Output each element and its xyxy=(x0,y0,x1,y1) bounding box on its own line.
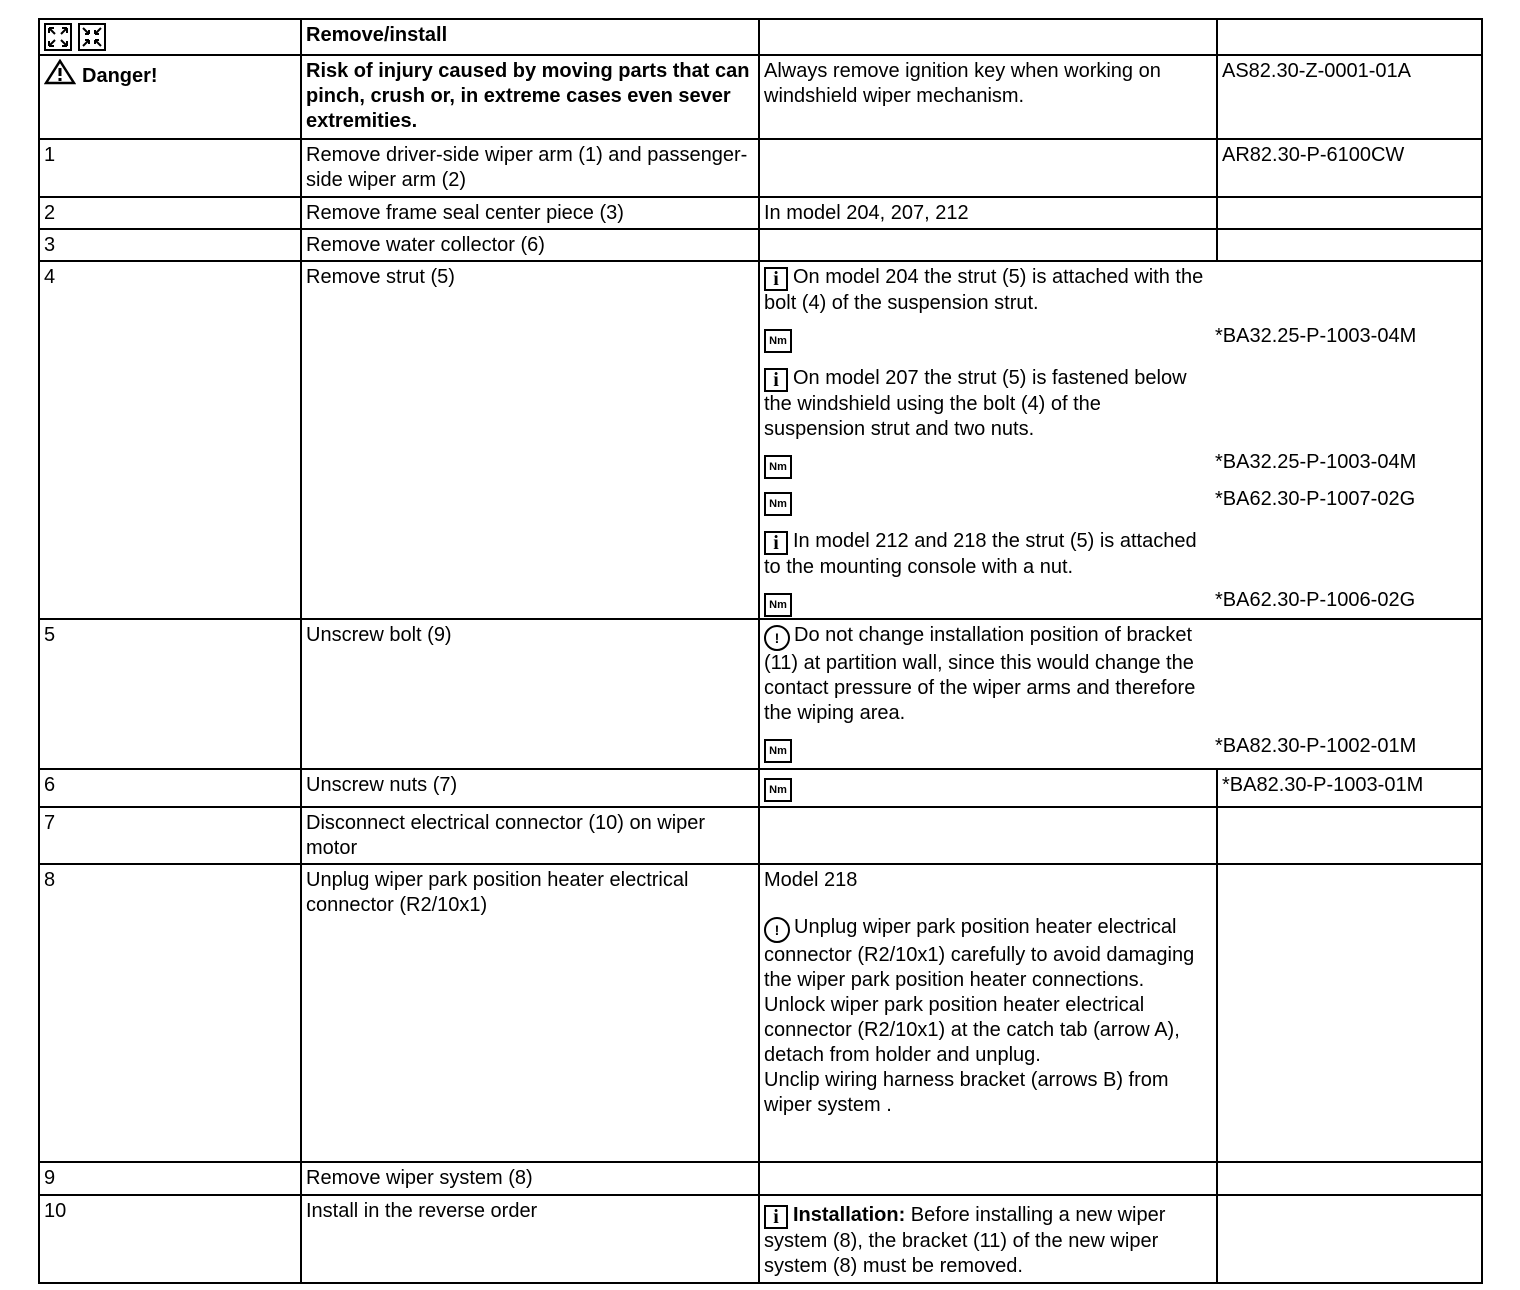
torque-nm-icon[interactable]: Nm xyxy=(764,455,792,479)
torque-reference-link[interactable]: *BA82.30-P-1002-01M xyxy=(1215,735,1417,757)
step-action: Remove water collector (6) xyxy=(301,229,759,261)
step-row-8 xyxy=(39,864,1482,1162)
step-action: Remove frame seal center piece (3) xyxy=(301,197,759,229)
instruction-text: Unclip wiring harness bracket (arrows B) from wiper system . xyxy=(764,1069,1169,1116)
procedure-table xyxy=(38,18,1483,1284)
danger-label-cell xyxy=(39,55,301,139)
step-notes xyxy=(759,139,1217,197)
step-row-7 xyxy=(39,807,1482,864)
note-block xyxy=(764,623,1477,726)
step-number: 9 xyxy=(39,1162,301,1195)
step-row-2 xyxy=(39,197,1482,229)
torque-reference-link[interactable]: *BA62.30-P-1006-02G xyxy=(1215,589,1416,611)
procedure-title: Remove/install xyxy=(301,19,759,55)
info-label: Installation: xyxy=(793,1204,906,1226)
step-action: Remove strut (5) xyxy=(301,261,759,619)
info-icon: i xyxy=(764,1205,788,1229)
danger-note: Always remove ignition key when working on windshield wiper mechanism. xyxy=(759,55,1217,139)
caution-note-icon: ! xyxy=(764,625,790,651)
torque-row xyxy=(764,734,1477,763)
step-action: Unscrew nuts (7) xyxy=(301,769,759,807)
note-block xyxy=(764,915,1212,993)
step-row-6 xyxy=(39,769,1482,807)
info-block-2 xyxy=(764,366,1477,442)
step-action: Unscrew bolt (9) xyxy=(301,619,759,769)
note-text: Unplug wiper park position heater electrical connector (R2/10x1) carefully to avoid damaging the wiper park position heater connections. xyxy=(764,916,1195,991)
step-number: 2 xyxy=(39,197,301,229)
danger-label: Danger! xyxy=(82,65,158,87)
torque-nm-icon[interactable]: Nm xyxy=(764,593,792,617)
step-reference xyxy=(1217,1162,1482,1195)
step-action: Remove wiper system (8) xyxy=(301,1162,759,1195)
header-empty-cell xyxy=(1217,19,1482,55)
info-icon: i xyxy=(764,368,788,392)
warning-triangle-icon xyxy=(44,59,76,85)
torque-reference-link[interactable]: *BA32.25-P-1003-04M xyxy=(1215,451,1417,473)
danger-reference-link[interactable]: AS82.30-Z-0001-01A xyxy=(1217,55,1482,139)
step-reference-link[interactable]: AR82.30-P-6100CW xyxy=(1217,139,1482,197)
header-row xyxy=(39,19,1482,55)
torque-nm-icon[interactable]: Nm xyxy=(764,329,792,353)
step-row-9 xyxy=(39,1162,1482,1195)
step-action: Remove driver-side wiper arm (1) and passenger-side wiper arm (2) xyxy=(301,139,759,197)
step-details xyxy=(759,261,1482,619)
danger-risk-text: Risk of injury caused by moving parts that can pinch, crush or, in extreme cases even sever extremities. xyxy=(301,55,759,139)
note-text: Do not change installation position of bracket (11) at partition wall, since this would change the contact pressure of the wiper arms and therefore the wiping area. xyxy=(764,624,1196,724)
info-text: On model 204 the strut (5) is attached with the bolt (4) of the suspension strut. xyxy=(764,266,1204,314)
model-text: Model 218 xyxy=(764,869,858,891)
step-action: Disconnect electrical connector (10) on wiper motor xyxy=(301,807,759,864)
step-action: Install in the reverse order xyxy=(301,1195,759,1283)
step-row-5 xyxy=(39,619,1482,769)
torque-row-4 xyxy=(764,588,1477,617)
torque-row-1 xyxy=(764,324,1477,353)
info-block-1 xyxy=(764,265,1477,316)
step-notes xyxy=(759,229,1217,261)
info-icon: i xyxy=(764,531,788,555)
step-number: 4 xyxy=(39,261,301,619)
torque-nm-icon[interactable]: Nm xyxy=(764,492,792,516)
danger-row xyxy=(39,55,1482,139)
step-row-1 xyxy=(39,139,1482,197)
step-row-3 xyxy=(39,229,1482,261)
torque-reference-link[interactable]: *BA62.30-P-1007-02G xyxy=(1215,488,1416,510)
torque-reference-link[interactable]: *BA32.25-P-1003-04M xyxy=(1215,325,1417,347)
step-number: 6 xyxy=(39,769,301,807)
step-notes xyxy=(759,864,1217,1162)
step-details xyxy=(759,619,1482,769)
step-row-10 xyxy=(39,1195,1482,1283)
view-toggle-cell xyxy=(39,19,301,55)
step-notes xyxy=(759,769,1217,807)
step-notes xyxy=(759,1195,1217,1283)
info-text: On model 207 the strut (5) is fastened below the windshield using the bolt (4) of the suspension strut and two nuts. xyxy=(764,367,1187,440)
step-number: 5 xyxy=(39,619,301,769)
step-reference xyxy=(1217,197,1482,229)
torque-reference-link[interactable]: *BA82.30-P-1003-01M xyxy=(1217,769,1482,807)
info-block xyxy=(764,1203,1212,1279)
step-reference xyxy=(1217,864,1482,1162)
step-number: 7 xyxy=(39,807,301,864)
instruction-text: Unlock wiper park position heater electrical connector (R2/10x1) at the catch tab (arrow A), detach from holder and unplug. xyxy=(764,994,1180,1066)
step-reference xyxy=(1217,1195,1482,1283)
step-note: In model 204, 207, 212 xyxy=(759,197,1217,229)
expand-view-icon[interactable] xyxy=(44,23,72,51)
torque-row-2 xyxy=(764,450,1477,479)
step-notes xyxy=(759,807,1217,864)
torque-row-3 xyxy=(764,487,1477,516)
step-number: 1 xyxy=(39,139,301,197)
collapse-view-icon[interactable] xyxy=(78,23,106,51)
step-number: 3 xyxy=(39,229,301,261)
step-action: Unplug wiper park position heater electrical connector (R2/10x1) xyxy=(301,864,759,1162)
step-reference xyxy=(1217,229,1482,261)
info-icon: i xyxy=(764,267,788,291)
torque-nm-icon[interactable]: Nm xyxy=(764,778,792,802)
torque-nm-icon[interactable]: Nm xyxy=(764,739,792,763)
info-text: Before installing a new wiper system (8), the bracket (11) of the new wiper system (8) must be removed. xyxy=(764,1204,1166,1277)
info-block-3 xyxy=(764,529,1477,580)
step-reference xyxy=(1217,807,1482,864)
step-number: 10 xyxy=(39,1195,301,1283)
step-row-4 xyxy=(39,261,1482,619)
step-notes xyxy=(759,1162,1217,1195)
info-text: In model 212 and 218 the strut (5) is attached to the mounting console with a nut. xyxy=(764,530,1197,578)
caution-note-icon: ! xyxy=(764,917,790,943)
header-empty-cell xyxy=(759,19,1217,55)
step-number: 8 xyxy=(39,864,301,1162)
